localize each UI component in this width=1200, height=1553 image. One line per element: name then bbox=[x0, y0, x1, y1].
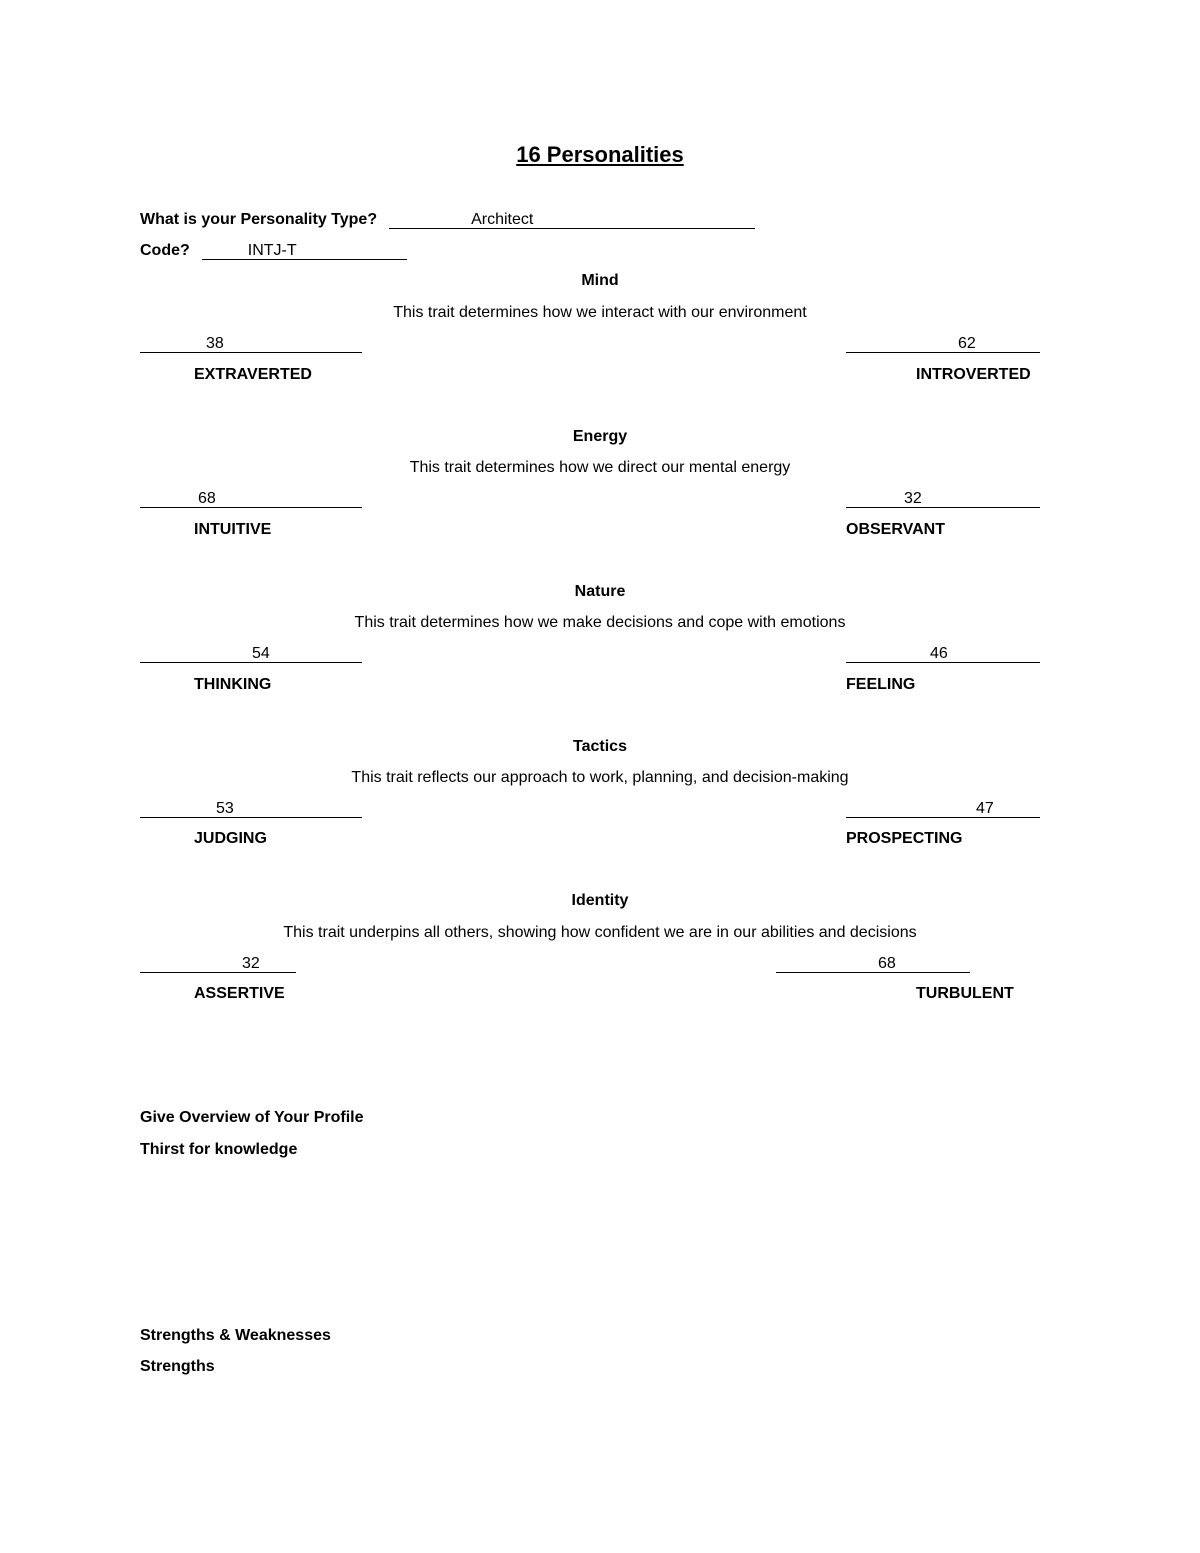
right-score-line bbox=[846, 645, 1040, 663]
blank-line bbox=[389, 211, 471, 229]
page-title: 16 Personalities bbox=[516, 142, 684, 167]
strengths-weaknesses-heading: Strengths & Weaknesses bbox=[140, 1327, 331, 1344]
right-score[interactable]: 46 bbox=[930, 645, 948, 662]
right-score-line bbox=[846, 335, 1040, 353]
trait-description: This trait determines how we direct our mental energy bbox=[409, 459, 791, 476]
right-score-line bbox=[846, 490, 1040, 508]
left-label: JUDGING bbox=[194, 830, 267, 847]
trait-description: This trait determines how we make decisions and cope with emotions bbox=[354, 614, 846, 631]
left-score[interactable]: 38 bbox=[206, 335, 224, 352]
trait-description: This trait determines how we interact with our environment bbox=[393, 304, 807, 321]
personality-type-value[interactable]: Architect bbox=[471, 211, 534, 228]
right-score[interactable]: 47 bbox=[976, 800, 994, 817]
trait-name: Mind bbox=[581, 272, 619, 289]
left-label: THINKING bbox=[194, 676, 272, 693]
right-score-line bbox=[776, 955, 970, 973]
code-label: Code? bbox=[140, 242, 190, 259]
blank-line bbox=[533, 211, 755, 229]
left-score[interactable]: 32 bbox=[242, 955, 260, 972]
strengths-subheading: Strengths bbox=[140, 1358, 215, 1375]
trait-name: Nature bbox=[574, 583, 626, 600]
blank-line bbox=[202, 242, 248, 260]
code-row bbox=[140, 242, 407, 260]
right-score-line bbox=[846, 800, 1040, 818]
right-label: OBSERVANT bbox=[846, 521, 945, 538]
personality-type-row bbox=[140, 211, 755, 229]
right-label: FEELING bbox=[846, 676, 916, 693]
right-score[interactable]: 68 bbox=[878, 955, 896, 972]
left-label: INTUITIVE bbox=[194, 521, 272, 538]
left-score[interactable]: 54 bbox=[252, 645, 270, 662]
left-label: EXTRAVERTED bbox=[194, 366, 312, 383]
left-label: ASSERTIVE bbox=[194, 985, 285, 1002]
trait-name: Identity bbox=[571, 892, 629, 909]
right-label: INTROVERTED bbox=[916, 366, 1031, 383]
blank-line bbox=[297, 242, 407, 260]
left-score[interactable]: 68 bbox=[198, 490, 216, 507]
trait-name: Tactics bbox=[573, 738, 627, 755]
right-label: PROSPECTING bbox=[846, 830, 963, 847]
left-score-line bbox=[140, 800, 362, 818]
code-value[interactable]: INTJ-T bbox=[247, 242, 297, 259]
overview-heading: Give Overview of Your Profile bbox=[140, 1109, 364, 1126]
left-score[interactable]: 53 bbox=[216, 800, 234, 817]
left-score-line bbox=[140, 955, 296, 973]
trait-description: This trait underpins all others, showing how confident we are in our abilities and decisions bbox=[283, 924, 917, 941]
left-score-line bbox=[140, 335, 362, 353]
right-score[interactable]: 62 bbox=[958, 335, 976, 352]
trait-name: Energy bbox=[572, 428, 628, 445]
right-score[interactable]: 32 bbox=[904, 490, 922, 507]
left-score-line bbox=[140, 490, 362, 508]
overview-text[interactable]: Thirst for knowledge bbox=[140, 1141, 298, 1158]
left-score-line bbox=[140, 645, 362, 663]
right-label: TURBULENT bbox=[916, 985, 1014, 1002]
personality-type-label: What is your Personality Type? bbox=[140, 211, 378, 228]
trait-description: This trait reflects our approach to work, planning, and decision-making bbox=[351, 769, 849, 786]
